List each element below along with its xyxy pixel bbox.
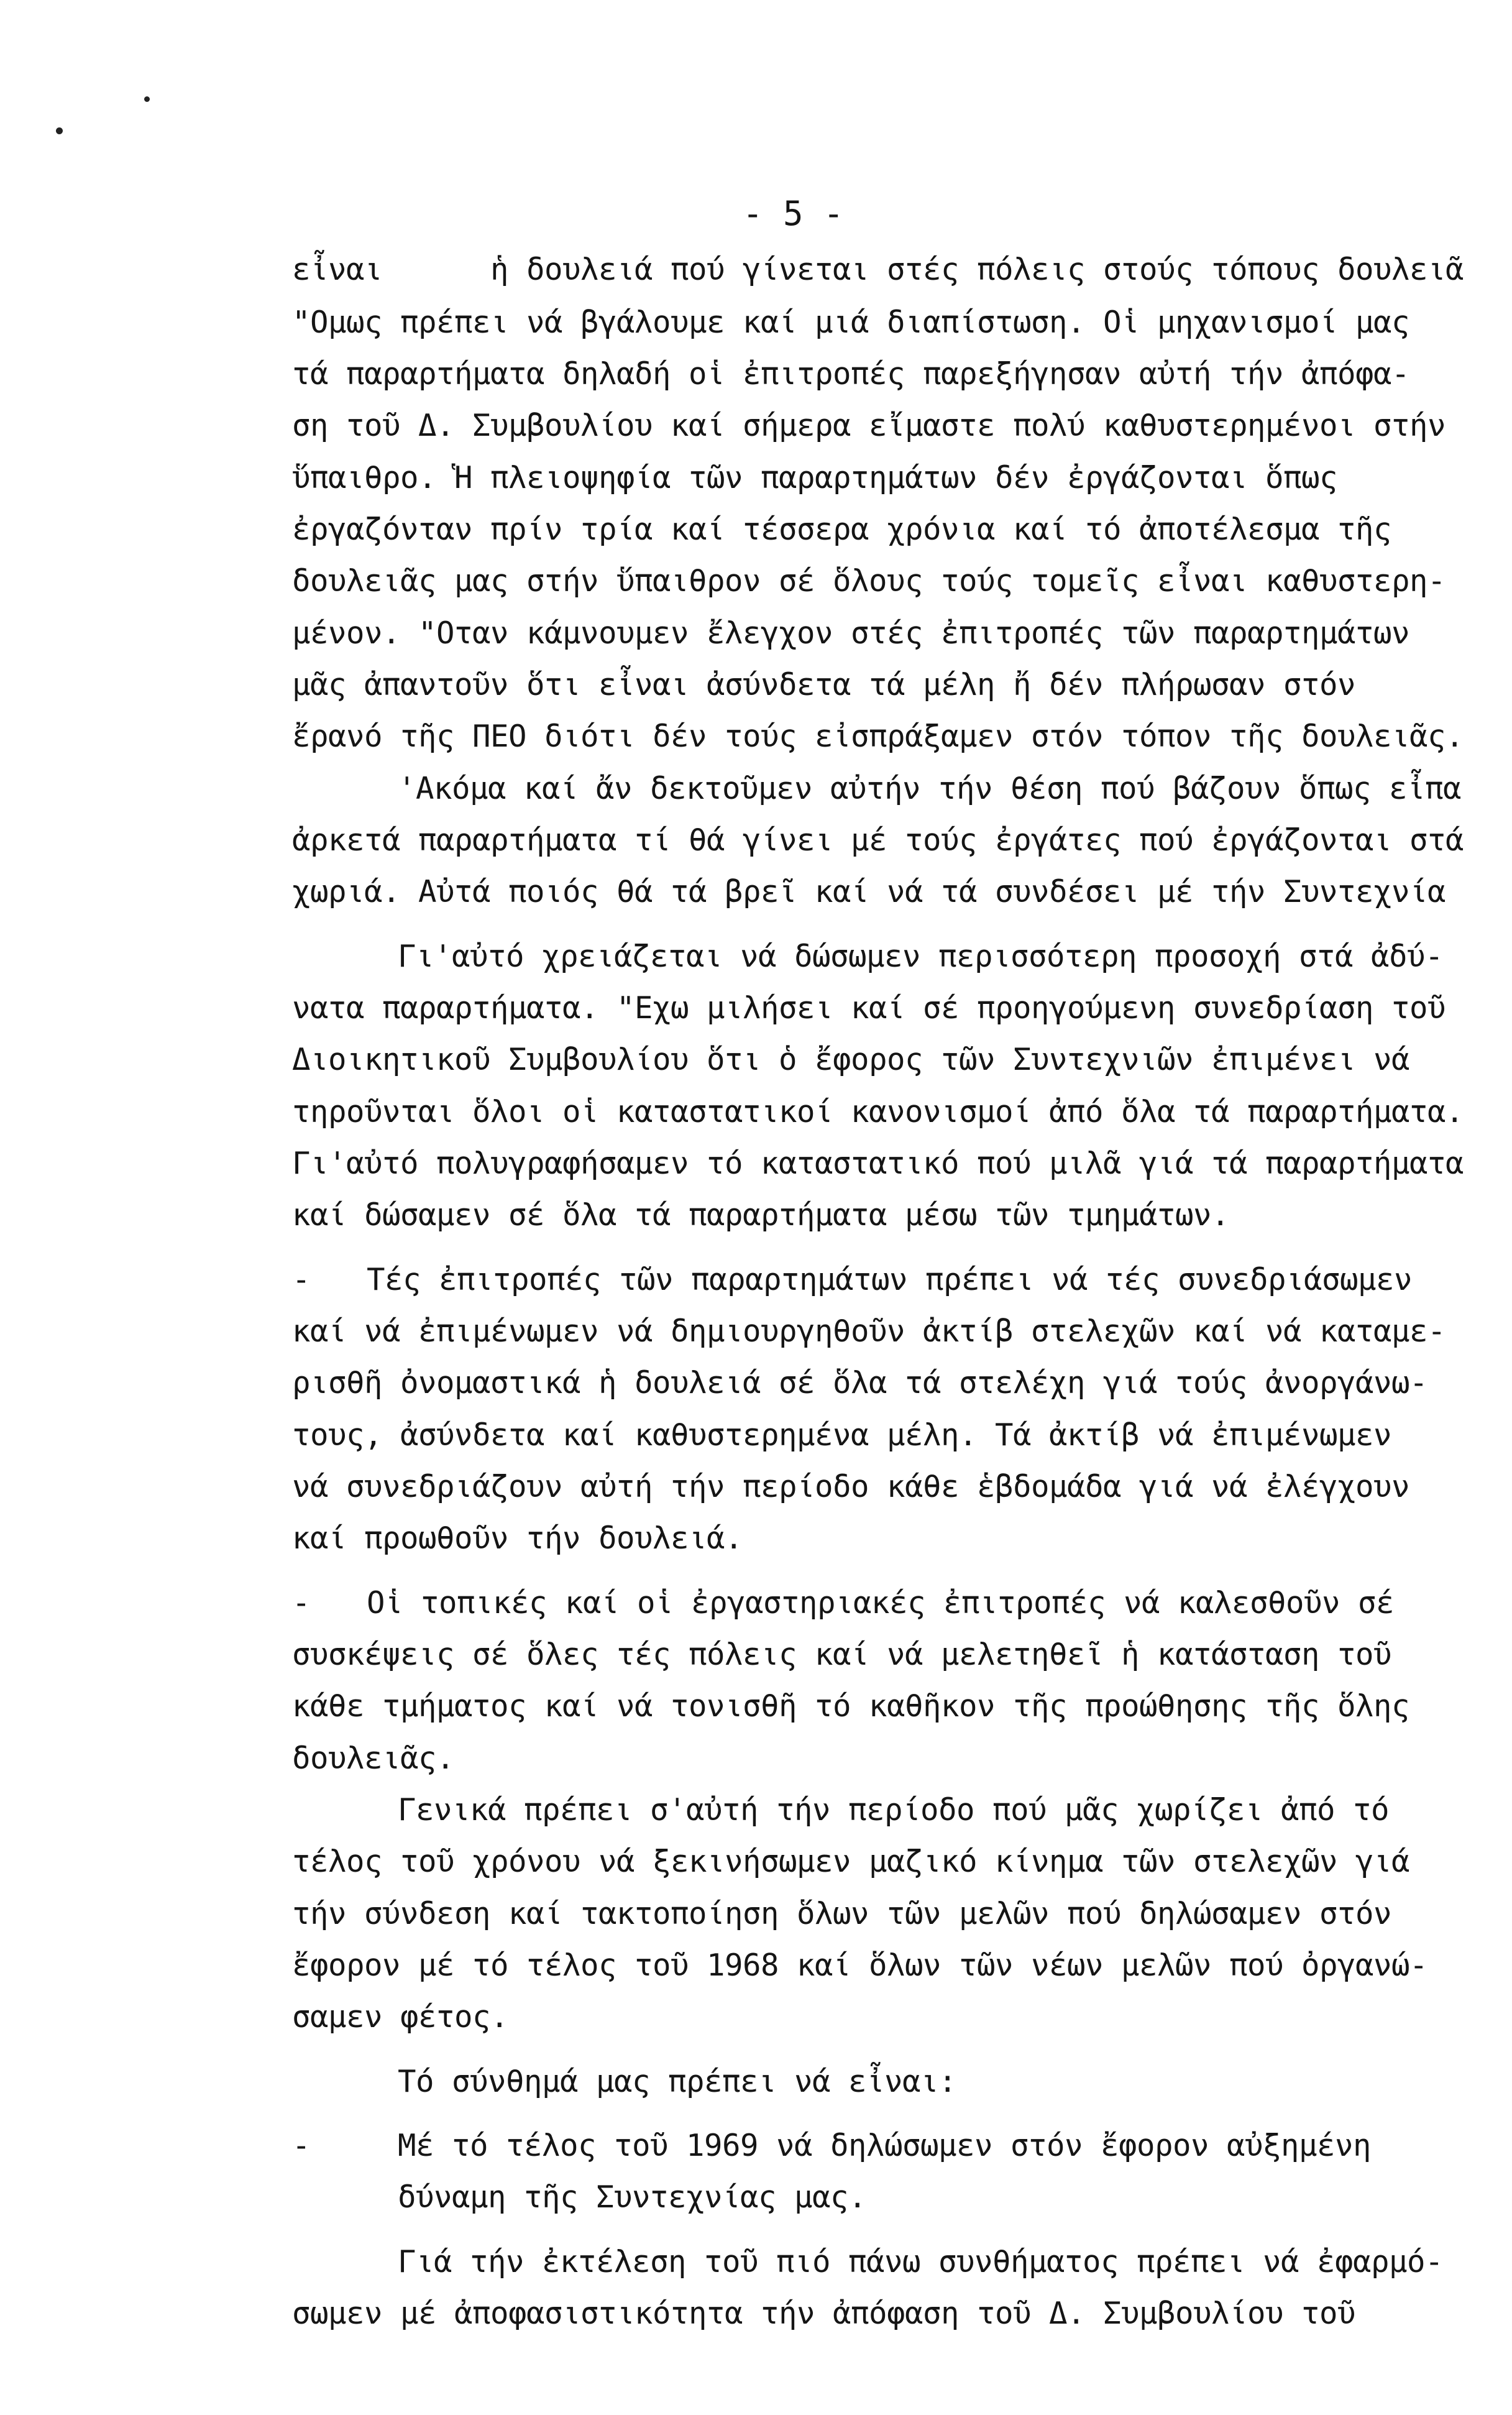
text-line: Τό σύνθημά μας πρέπει νά εἶναι: — [398, 2064, 957, 2099]
text-line: ἔρανό τῆς ΠΕΟ διότι δέν τούς εἰσπράξαμεν στόν τόπον τῆς δουλειᾶς. — [292, 719, 1464, 754]
text-line: "Ομως πρέπει νά βγάλουμε καί μιά διαπίστωση. Οἱ μηχανισμοί μας — [292, 305, 1410, 340]
text-line: νατα παραρτήματα. "Εχω μιλήσει καί σέ προηγούμενη συνεδρίαση τοῦ — [292, 990, 1446, 1026]
bullet-dash: - — [292, 1262, 311, 1297]
scan-speck — [56, 127, 63, 134]
text-line: Διοικητικοῦ Συμβουλίου ὅτι ὁ ἔφορος τῶν Συντεχνιῶν ἐπιμένει νά — [292, 1042, 1410, 1077]
text-line: συσκέψεις σέ ὅλες τές πόλεις καί νά μελετηθεῖ ἡ κατάσταση τοῦ — [292, 1637, 1392, 1672]
text-line: Γι'αὐτό πολυγραφήσαμεν τό καταστατικό πού μιλᾶ γιά τά παραρτήματα — [292, 1146, 1464, 1181]
text-line: νά συνεδριάζουν αὐτή τήν περίοδο κάθε ἑβδομάδα γιά νά ἐλέγχουν — [292, 1469, 1410, 1504]
text-line: τέλος τοῦ χρόνου νά ξεκινήσωμεν μαζικό κίνημα τῶν στελεχῶν γιά — [292, 1844, 1410, 1879]
text-line: Οἱ τοπικές καί οἱ ἐργαστηριακές ἐπιτροπές νά καλεσθοῦν σέ — [367, 1585, 1395, 1621]
text-line: ρισθῆ ὀνομαστικά ἡ δουλειά σέ ὅλα τά στελέχη γιά τούς ἀνοργάνω- — [292, 1365, 1428, 1401]
text-line: Γιά τήν ἐκτέλεση τοῦ πιό πάνω συνθήματος πρέπει νά ἐφαρμό- — [398, 2244, 1444, 2279]
text-line: τήν σύνδεση καί τακτοποίηση ὅλων τῶν μελῶν πού δηλώσαμεν στόν — [292, 1896, 1392, 1931]
text-line: καί προωθοῦν τήν δουλειά. — [292, 1520, 743, 1556]
text-line: δουλειᾶς. — [292, 1741, 455, 1776]
text-line: εἶναι ἡ δουλειά πού γίνεται στές πόλεις στούς τόπους δουλειᾶ — [292, 252, 1464, 287]
text-line: ἐργαζόνταν πρίν τρία καί τέσσερα χρόνια καί τό ἀποτέλεσμα τῆς — [292, 512, 1392, 547]
text-line: 'Ακόμα καί ἄν δεκτοῦμεν αὐτήν τήν θέση πού βάζουν ὅπως εἶπα — [398, 771, 1462, 806]
text-line: μένον. "Οταν κάμνουμεν ἔλεγχον στές ἐπιτροπές τῶν παραρτημάτων — [292, 615, 1410, 651]
text-line: δύναμη τῆς Συντεχνίας μας. — [398, 2179, 867, 2215]
text-line: χωριά. Αὐτά ποιός θά τά βρεῖ καί νά τά συνδέσει μέ τήν Συντεχνία — [292, 874, 1446, 909]
text-line: σαμεν φέτος. — [292, 1999, 509, 2035]
page-number: - 5 - — [743, 194, 844, 233]
text-line: καί νά ἐπιμένωμεν νά δημιουργηθοῦν ἀκτίβ στελεχῶν καί νά καταμε- — [292, 1313, 1446, 1349]
text-line: ὕπαιθρο. Ἡ πλειοψηφία τῶν παραρτημάτων δέν ἐργάζονται ὅπως — [292, 460, 1338, 495]
text-line: ἀρκετά παραρτήματα τί θά γίνει μέ τούς ἐργάτες πού ἐργάζονται στά — [292, 822, 1464, 858]
bullet-dash: - — [292, 1585, 311, 1621]
scan-speck — [144, 96, 150, 102]
text-line: τηροῦνται ὅλοι οἱ καταστατικοί κανονισμοί ἀπό ὅλα τά παραρτήματα. — [292, 1094, 1464, 1129]
text-line: ση τοῦ Δ. Συμβουλίου καί σήμερα εἴμαστε πολύ καθυστερημένοι στήν — [292, 408, 1446, 443]
text-line: Τές ἐπιτροπές τῶν παραρτημάτων πρέπει νά τές συνεδριάσωμεν — [367, 1262, 1413, 1297]
text-line: Γι'αὐτό χρειάζεται νά δώσωμεν περισσότερη προσοχή στά ἀδύ- — [398, 939, 1444, 974]
text-line: κάθε τμήματος καί νά τονισθῆ τό καθῆκον τῆς προώθησης τῆς ὅλης — [292, 1688, 1410, 1724]
text-line: καί δώσαμεν σέ ὅλα τά παραρτήματα μέσω τῶν τμημάτων. — [292, 1197, 1230, 1233]
text-line: τους, ἀσύνδετα καί καθυστερημένα μέλη. Τά ἀκτίβ νά ἐπιμένωμεν — [292, 1417, 1392, 1453]
text-line: σωμεν μέ ἀποφασιστικότητα τήν ἀπόφαση τοῦ Δ. Συμβουλίου τοῦ — [292, 2296, 1356, 2331]
text-line: ἔφορον μέ τό τέλος τοῦ 1968 καί ὅλων τῶν νέων μελῶν πού ὀργανώ- — [292, 1948, 1428, 1983]
bullet-dash: - — [292, 2128, 311, 2163]
text-line: Μέ τό τέλος τοῦ 1969 νά δηλώσωμεν στόν ἔφορον αὐξημένη — [398, 2128, 1372, 2163]
text-line: μᾶς ἀπαντοῦν ὅτι εἶναι ἀσύνδετα τά μέλη ἤ δέν πλήρωσαν στόν — [292, 667, 1356, 702]
text-line: τά παραρτήματα δηλαδή οἱ ἐπιτροπές παρεξήγησαν αὐτή τήν ἀπόφα- — [292, 356, 1410, 392]
text-line: Γενικά πρέπει σ'αὐτή τήν περίοδο πού μᾶς χωρίζει ἀπό τό — [398, 1792, 1390, 1828]
text-line: δουλειᾶς μας στήν ὕπαιθρον σέ ὅλους τούς τομεῖς εἶναι καθυστερη- — [292, 563, 1446, 599]
